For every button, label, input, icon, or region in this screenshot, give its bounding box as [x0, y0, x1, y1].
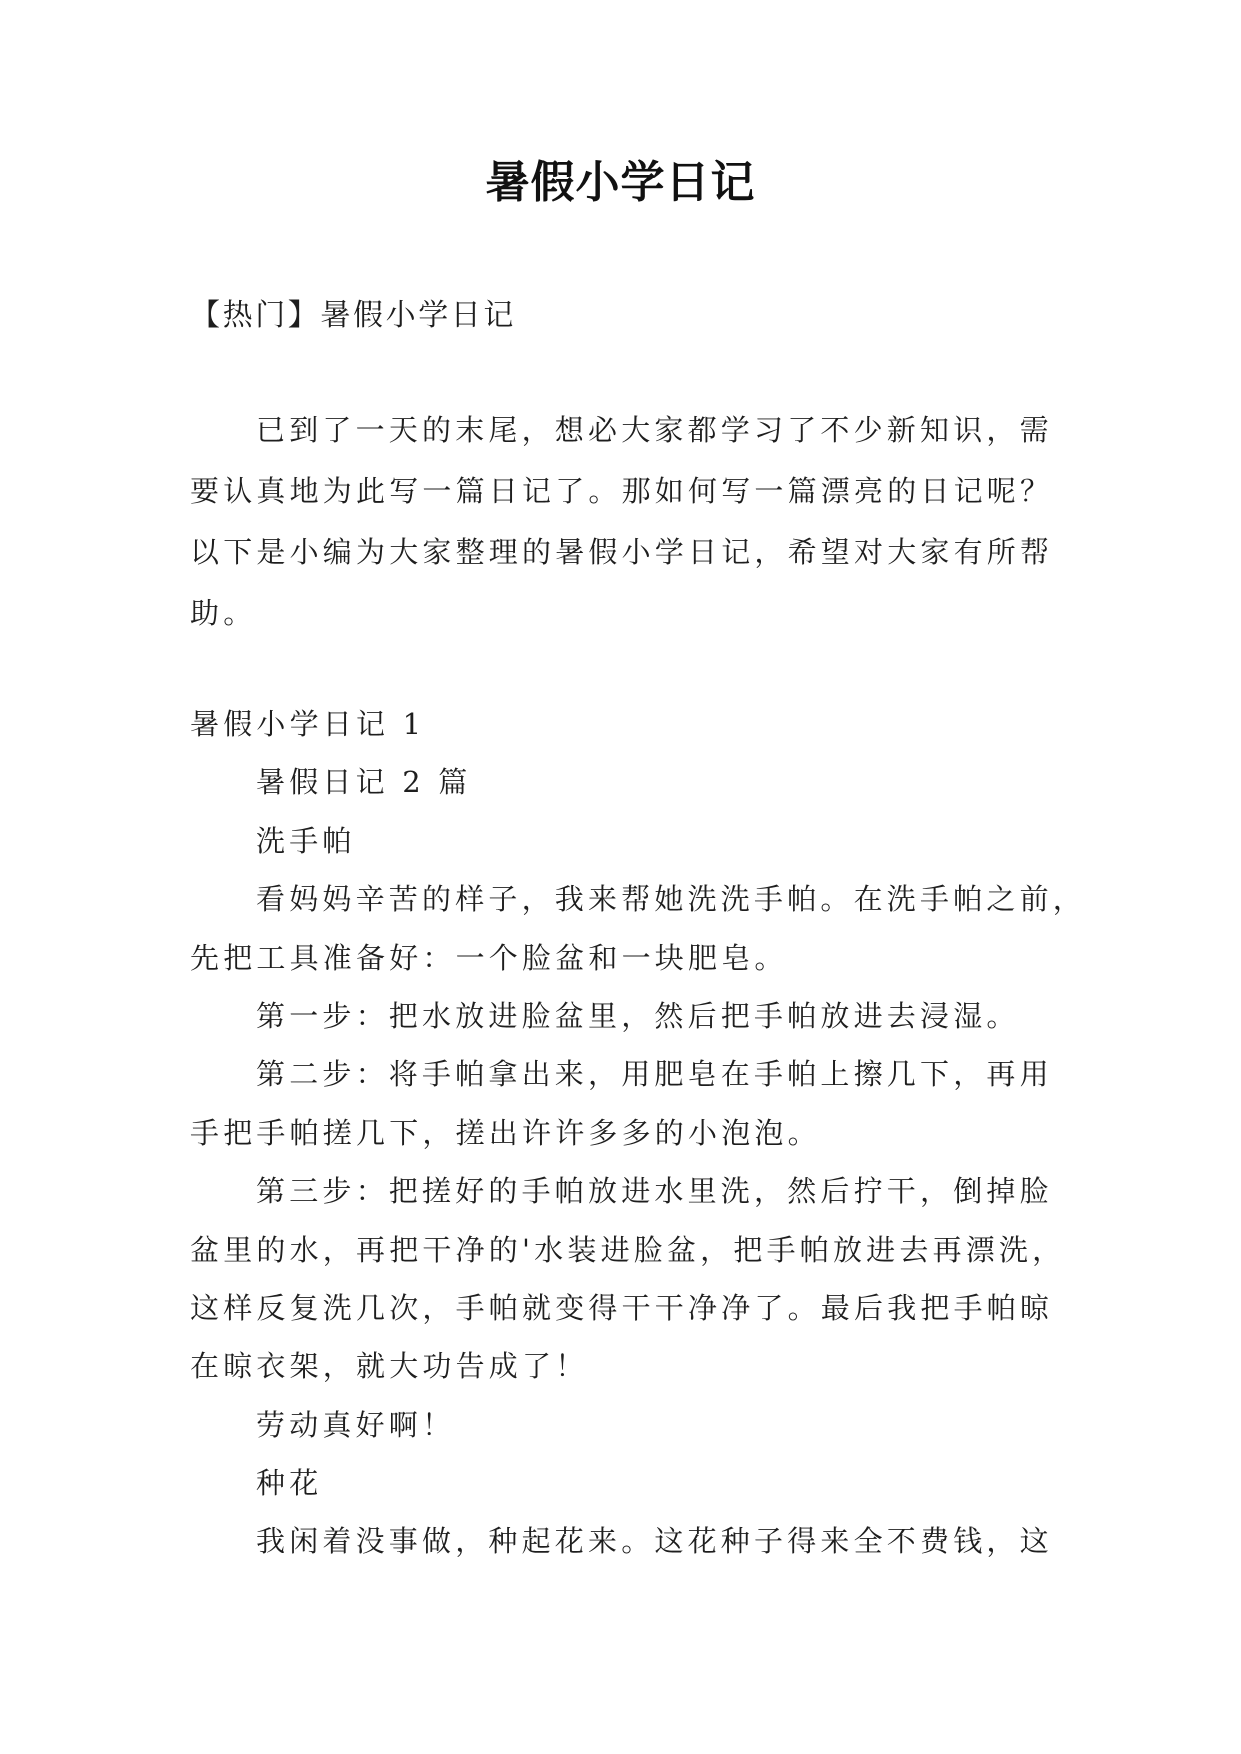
paragraph-line: 劳动真好啊！: [256, 1407, 456, 1442]
paragraph-line: 我闲着没事做，种起花来。这花种子得来全不费钱，这: [256, 1524, 1053, 1559]
paragraph-line: 手把手帕搓几下，搓出许许多多的小泡泡。: [190, 1115, 821, 1150]
document-title: 暑假小学日记: [485, 157, 756, 208]
document-subtitle: 【热门】暑假小学日记: [190, 298, 516, 333]
diary-subheading: 暑假日记 2 篇: [256, 765, 472, 800]
paragraph-line: 第二步：将手帕拿出来，用肥皂在手帕上擦几下，再用: [256, 1057, 1053, 1092]
diary-body: [190, 695, 1090, 1571]
paragraph-line: 要认真地为此写一篇日记了。那如何写一篇漂亮的日记呢？: [190, 474, 1054, 508]
paragraph-line: 助。: [190, 596, 257, 630]
paragraph-line: 盆里的水，再把干净的'水装进脸盆，把手帕放进去再漂洗，: [190, 1232, 1066, 1267]
paragraph-line: 这样反复洗几次，手帕就变得干干净净了。最后我把手帕晾: [190, 1290, 1054, 1325]
diary-topic-heading: 洗手帕: [256, 823, 356, 858]
paragraph-line: 第三步：把搓好的手帕放进水里洗，然后拧干，倒掉脸: [256, 1174, 1053, 1209]
paragraph-line: 以下是小编为大家整理的暑假小学日记，希望对大家有所帮: [190, 535, 1054, 569]
paragraph-line: 第一步：把水放进脸盆里，然后把手帕放进去浸湿。: [256, 998, 1020, 1033]
paragraph-line: 先把工具准备好：一个脸盆和一块肥皂。: [190, 940, 788, 975]
paragraph-line: 已到了一天的末尾，想必大家都学习了不少新知识，需: [256, 413, 1053, 447]
diary-topic-heading: 种花: [256, 1466, 323, 1501]
paragraph-line: 在晾衣架，就大功告成了！: [190, 1349, 589, 1384]
paragraph-line: 看妈妈辛苦的样子，我来帮她洗洗手帕。在洗手帕之前，: [256, 882, 1087, 917]
section-heading: 暑假小学日记 1: [190, 707, 426, 741]
intro-paragraph: [190, 400, 1090, 644]
